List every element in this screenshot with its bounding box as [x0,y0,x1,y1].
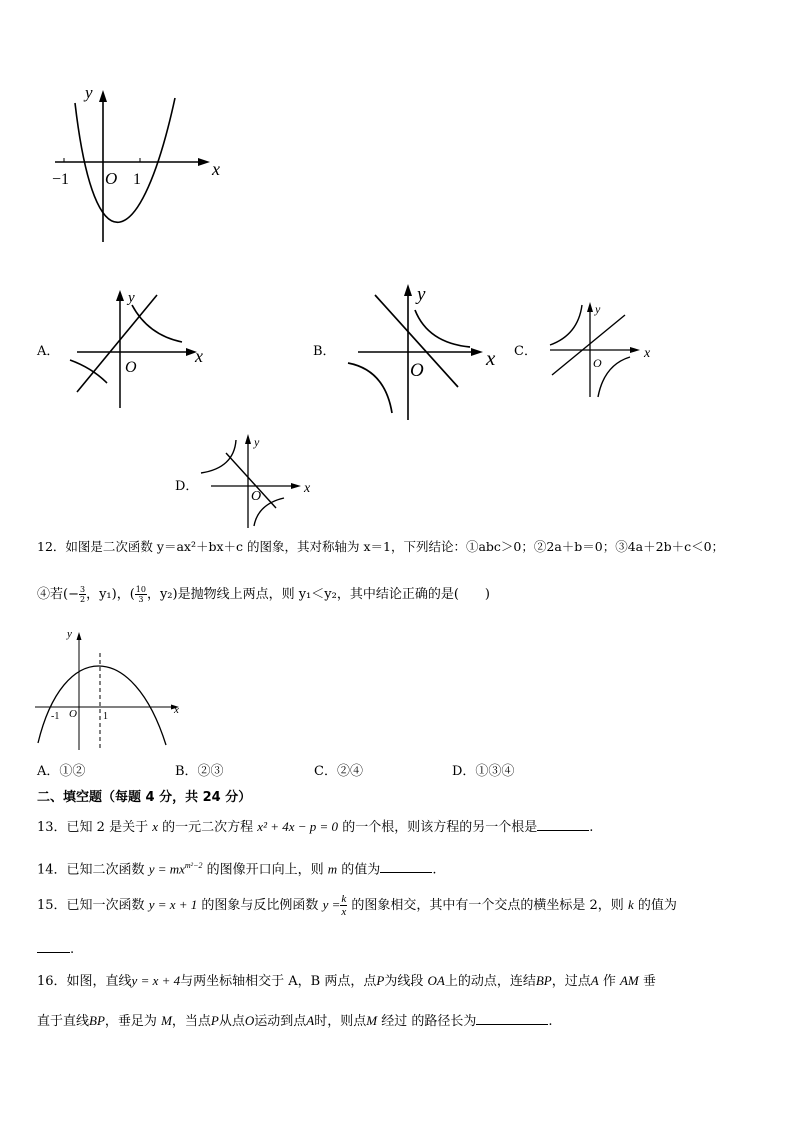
svg-text:O: O [593,356,602,370]
tick-neg1: −1 [52,171,70,188]
svg-text:y: y [67,628,72,640]
figure-option-c [540,295,660,405]
fraction-neg-3-2: $\frac{3}{2}$ [79,585,86,604]
svg-text:O: O [69,708,77,720]
svg-text:x: x [486,346,496,370]
q12-line1: 12．如图是二次函数 y＝ax²＋bx＋c 的图象，其对称轴为 x＝1，下列结论：①abc＞0；②2a＋b＝0；③4a＋2b＋c＜0； [37,539,725,554]
x-label: x [212,159,220,179]
q15: 15．已知一次函数 y = x + 1 的图象与反比例函数 y = $\frac{k}{x}$ 的图象相交，其中有一个交点的横坐标是 2，则 k 的值为 [37,893,677,918]
figure-option-a [62,280,212,415]
q12-line2: ④若(− $\frac{3}{2}$ ，y₁)，( $\frac{10}{3}$ ，y₂)是抛物线上两点，则 y₁＜y₂，其中结论正确的是( ) [37,585,490,604]
svg-text:y: y [254,435,260,449]
svg-text:y: y [128,290,135,306]
q15-answer-line: . [37,938,74,959]
svg-text:y: y [417,284,426,305]
section-heading: 二、填空题（每题 4 分，共 24 分） [37,790,252,805]
svg-text:x: x [304,481,311,496]
svg-text:-1: -1 [51,711,60,722]
answer-blank [476,1010,548,1025]
q14: 14．已知二次函数 $y = mx^{m^2-2}$ 的图像开口向上，则 m 的值为 . [37,857,436,879]
svg-text:1: 1 [103,711,108,722]
option-d-label: D． [175,479,199,494]
figure-parabola-up [50,80,235,250]
figure-parabola-down [33,625,193,753]
figure-option-d [196,428,321,533]
parabola-down-curve [38,666,166,745]
parabola-curve [75,98,175,222]
option-b-label: B． [313,344,336,359]
q12-option-a: A．①② [37,764,86,779]
x-axis-arrow [198,158,210,166]
tick-1: 1 [133,171,141,188]
svg-text:x: x [644,346,651,361]
q16-line2: 直于直线BP，垂足为 M，当点P从点O运动到点A时，则点M 经过 的路径长为 . [37,1010,553,1031]
fraction-10-3: $\frac{10}{3}$ [135,585,146,604]
q12-option-b: B．②③ [175,764,224,779]
svg-text:O: O [251,489,262,504]
origin-label: O [105,169,118,188]
q12-option-d: D．①③④ [452,764,515,779]
q12-option-c: C．②④ [314,764,363,779]
answer-blank [537,816,589,831]
answer-blank [380,858,432,873]
answer-blank [37,938,70,953]
option-c-label: C． [514,344,537,359]
q16-line1: 16．如图，直线y = x + 4与两坐标轴相交于 A，B 两点，点P为线段 OA上的动点，连结BP，过点A 作 AM 垂 [37,973,656,989]
option-a-label: A． [37,344,60,359]
svg-text:O: O [410,360,424,381]
svg-text:O: O [125,359,137,376]
svg-text:x: x [174,704,179,716]
figure-option-b [340,275,510,425]
svg-text:x: x [195,346,203,366]
svg-text:y: y [595,302,601,316]
y-label: y [85,83,93,102]
y-axis-arrow [99,90,107,102]
q13: 13．已知 2 是关于 x 的一元二次方程 x² + 4x − p = 0 的一个根，则该方程的另一个根是 . [37,816,593,837]
fraction-k-x: $\frac{k}{x}$ [341,893,347,918]
